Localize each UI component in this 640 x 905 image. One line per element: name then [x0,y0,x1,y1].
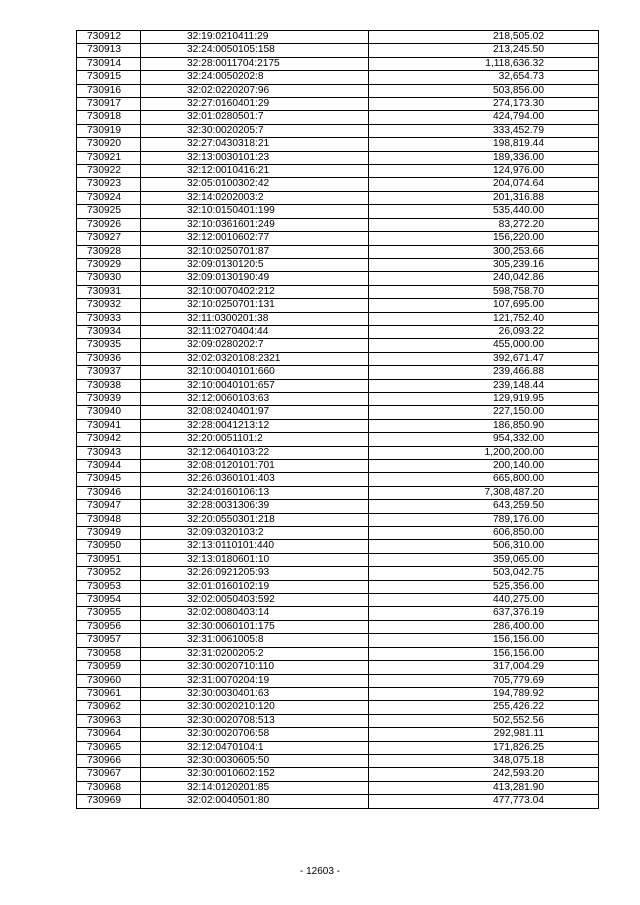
record-number-cell: 730924 [77,191,141,204]
amount-cell: 606,850.00 [369,527,599,540]
table-row [77,339,599,352]
amount-cell: 218,505.02 [369,31,599,44]
cadastral-number-cell: 32:11:0300201:38 [141,312,369,325]
record-number-cell: 730936 [77,352,141,365]
table-row [77,232,599,245]
cadastral-number-cell: 32:11:0270404:44 [141,325,369,338]
table-row [77,620,599,633]
record-number-cell: 730945 [77,473,141,486]
record-number-cell: 730955 [77,607,141,620]
amount-cell: 189,336.00 [369,151,599,164]
amount-cell: 477,773.04 [369,795,599,808]
table-row [77,433,599,446]
record-number-cell: 730942 [77,433,141,446]
cadastral-number-cell: 32:30:0020708:513 [141,714,369,727]
amount-cell: 440,275.00 [369,594,599,607]
table-row [77,634,599,647]
record-number-cell: 730918 [77,111,141,124]
record-number-cell: 730947 [77,500,141,513]
record-number-cell: 730937 [77,366,141,379]
cadastral-number-cell: 32:12:0010602:77 [141,232,369,245]
amount-cell: 643,259.50 [369,500,599,513]
amount-cell: 194,789.92 [369,687,599,700]
cadastral-number-cell: 32:12:0470104:1 [141,741,369,754]
record-number-cell: 730938 [77,379,141,392]
table-row [77,460,599,473]
record-number-cell: 730959 [77,661,141,674]
record-number-cell: 730920 [77,138,141,151]
cadastral-number-cell: 32:10:0040101:660 [141,366,369,379]
record-number-cell: 730951 [77,553,141,566]
amount-cell: 503,042.75 [369,567,599,580]
table-row [77,218,599,231]
amount-cell: 665,800.00 [369,473,599,486]
table-row [77,580,599,593]
table-row [77,245,599,258]
record-number-cell: 730913 [77,44,141,57]
amount-cell: 392,671.47 [369,352,599,365]
cadastral-number-cell: 32:08:0120101:701 [141,460,369,473]
amount-cell: 317,004.29 [369,661,599,674]
record-number-cell: 730941 [77,419,141,432]
record-number-cell: 730917 [77,98,141,111]
cadastral-number-cell: 32:13:0110101:440 [141,540,369,553]
cadastral-number-cell: 32:31:0200205:2 [141,647,369,660]
cadastral-number-cell: 32:02:0080403:14 [141,607,369,620]
table-row [77,553,599,566]
amount-cell: 359,065.00 [369,553,599,566]
cadastral-number-cell: 32:09:0130120:5 [141,258,369,271]
cadastral-number-cell: 32:24:0160106:13 [141,486,369,499]
table-row [77,165,599,178]
table-row [77,754,599,767]
cadastral-number-cell: 32:12:0060103:63 [141,392,369,405]
record-number-cell: 730954 [77,594,141,607]
table-row [77,594,599,607]
record-number-cell: 730962 [77,701,141,714]
table-row [77,728,599,741]
amount-cell: 455,000.00 [369,339,599,352]
table-row [77,124,599,137]
amount-cell: 292,981.11 [369,728,599,741]
cadastral-number-cell: 32:20:0550301:218 [141,513,369,526]
record-number-cell: 730964 [77,728,141,741]
record-number-cell: 730967 [77,768,141,781]
table-row [77,379,599,392]
amount-cell: 525,356.00 [369,580,599,593]
cadastral-number-cell: 32:27:0430318:21 [141,138,369,151]
table-row [77,527,599,540]
amount-cell: 186,850.90 [369,419,599,432]
cadastral-number-cell: 32:30:0020210:120 [141,701,369,714]
table-row [77,500,599,513]
amount-cell: 198,819.44 [369,138,599,151]
record-number-cell: 730932 [77,299,141,312]
amount-cell: 204,074.64 [369,178,599,191]
record-number-cell: 730968 [77,781,141,794]
cadastral-number-cell: 32:13:0180601:10 [141,553,369,566]
amount-cell: 239,148.44 [369,379,599,392]
amount-cell: 333,452.79 [369,124,599,137]
table-row [77,299,599,312]
record-number-cell: 730930 [77,272,141,285]
amount-cell: 83,272.20 [369,218,599,231]
table-row [77,312,599,325]
amount-cell: 156,156.00 [369,634,599,647]
record-number-cell: 730926 [77,218,141,231]
cadastral-number-cell: 32:30:0020706:58 [141,728,369,741]
record-number-cell: 730925 [77,205,141,218]
table-row [77,138,599,151]
amount-cell: 156,156.00 [369,647,599,660]
table-row [77,781,599,794]
cadastral-number-cell: 32:12:0640103:22 [141,446,369,459]
record-number-cell: 730927 [77,232,141,245]
cadastral-number-cell: 32:28:0041213:12 [141,419,369,432]
table-row [77,98,599,111]
cadastral-number-cell: 32:26:0921205:93 [141,567,369,580]
cadastral-number-cell: 32:10:0250701:87 [141,245,369,258]
record-number-cell: 730928 [77,245,141,258]
amount-cell: 413,281.90 [369,781,599,794]
record-number-cell: 730963 [77,714,141,727]
table-row [77,607,599,620]
table-row [77,795,599,808]
table-row [77,446,599,459]
amount-cell: 213,245.50 [369,44,599,57]
amount-cell: 26,093.22 [369,325,599,338]
cadastral-number-cell: 32:02:0220207:96 [141,84,369,97]
cadastral-number-cell: 32:02:0050403:592 [141,594,369,607]
cadastral-number-cell: 32:09:0320103:2 [141,527,369,540]
cadastral-number-cell: 32:13:0030101:23 [141,151,369,164]
cadastral-number-cell: 32:02:0040501:80 [141,795,369,808]
cadastral-number-cell: 32:28:0031306:39 [141,500,369,513]
record-number-cell: 730960 [77,674,141,687]
data-table [76,30,599,809]
table-row [77,567,599,580]
table-row [77,366,599,379]
table-row [77,647,599,660]
cadastral-number-cell: 32:09:0280202:7 [141,339,369,352]
cadastral-number-cell: 32:20:0051101:2 [141,433,369,446]
cadastral-number-cell: 32:27:0160401:29 [141,98,369,111]
table-row [77,285,599,298]
table-row [77,674,599,687]
amount-cell: 240,042.86 [369,272,599,285]
cadastral-number-cell: 32:30:0060101:175 [141,620,369,633]
amount-cell: 424,794.00 [369,111,599,124]
record-number-cell: 730953 [77,580,141,593]
table-row [77,151,599,164]
amount-cell: 506,310.00 [369,540,599,553]
amount-cell: 502,552.56 [369,714,599,727]
cadastral-number-cell: 32:30:0030401:63 [141,687,369,700]
record-number-cell: 730949 [77,527,141,540]
amount-cell: 200,140.00 [369,460,599,473]
amount-cell: 201,316.88 [369,191,599,204]
cadastral-number-cell: 32:10:0150401:199 [141,205,369,218]
record-number-cell: 730950 [77,540,141,553]
table-row [77,84,599,97]
record-number-cell: 730957 [77,634,141,647]
record-number-cell: 730958 [77,647,141,660]
cadastral-number-cell: 32:10:0361601:249 [141,218,369,231]
amount-cell: 156,220.00 [369,232,599,245]
page-number: - 12603 - [299,866,341,877]
record-number-cell: 730961 [77,687,141,700]
record-number-cell: 730952 [77,567,141,580]
record-number-cell: 730956 [77,620,141,633]
amount-cell: 171,826.25 [369,741,599,754]
table-row [77,661,599,674]
table-row [77,325,599,338]
amount-cell: 32,654.73 [369,71,599,84]
cadastral-number-cell: 32:14:0202003:2 [141,191,369,204]
cadastral-number-cell: 32:24:0050202:8 [141,71,369,84]
cadastral-number-cell: 32:12:0010416:21 [141,165,369,178]
record-number-cell: 730935 [77,339,141,352]
table-row [77,191,599,204]
record-number-cell: 730933 [77,312,141,325]
table-row [77,540,599,553]
amount-cell: 598,758.70 [369,285,599,298]
record-number-cell: 730969 [77,795,141,808]
table-row [77,714,599,727]
cadastral-number-cell: 32:10:0040101:657 [141,379,369,392]
cadastral-number-cell: 32:28:0011704:2175 [141,57,369,70]
cadastral-number-cell: 32:31:0070204:19 [141,674,369,687]
table-row [77,687,599,700]
amount-cell: 227,150.00 [369,406,599,419]
amount-cell: 242,593.20 [369,768,599,781]
amount-cell: 789,176.00 [369,513,599,526]
record-number-cell: 730934 [77,325,141,338]
record-number-cell: 730912 [77,31,141,44]
record-number-cell: 730943 [77,446,141,459]
record-number-cell: 730922 [77,165,141,178]
record-number-cell: 730923 [77,178,141,191]
table-row [77,205,599,218]
record-number-cell: 730965 [77,741,141,754]
record-number-cell: 730939 [77,392,141,405]
record-number-cell: 730915 [77,71,141,84]
cadastral-number-cell: 32:31:0061005:8 [141,634,369,647]
record-number-cell: 730916 [77,84,141,97]
record-number-cell: 730966 [77,754,141,767]
table-row [77,768,599,781]
record-number-cell: 730914 [77,57,141,70]
record-number-cell: 730921 [77,151,141,164]
cadastral-number-cell: 32:10:0070402:212 [141,285,369,298]
amount-cell: 300,253.66 [369,245,599,258]
table-row [77,513,599,526]
cadastral-number-cell: 32:09:0130190:49 [141,272,369,285]
amount-cell: 255,426.22 [369,701,599,714]
table-row [77,272,599,285]
table-row [77,406,599,419]
cadastral-number-cell: 32:30:0020205:7 [141,124,369,137]
table-row [77,352,599,365]
amount-cell: 1,118,636.32 [369,57,599,70]
amount-cell: 239,466.88 [369,366,599,379]
table-row [77,258,599,271]
table-row [77,178,599,191]
cadastral-number-cell: 32:02:0320108:2321 [141,352,369,365]
cadastral-number-cell: 32:01:0280501:7 [141,111,369,124]
table-row [77,741,599,754]
record-number-cell: 730946 [77,486,141,499]
amount-cell: 124,976.00 [369,165,599,178]
amount-cell: 121,752.40 [369,312,599,325]
amount-cell: 286,400.00 [369,620,599,633]
record-number-cell: 730940 [77,406,141,419]
cadastral-number-cell: 32:08:0240401:97 [141,406,369,419]
table-row [77,111,599,124]
amount-cell: 1,200,200.00 [369,446,599,459]
table-row [77,392,599,405]
cadastral-number-cell: 32:01:0160102:19 [141,580,369,593]
cadastral-number-cell: 32:05:0100302:42 [141,178,369,191]
cadastral-number-cell: 32:14:0120201:85 [141,781,369,794]
cadastral-number-cell: 32:30:0030605:50 [141,754,369,767]
amount-cell: 7,308,487.20 [369,486,599,499]
amount-cell: 348,075.18 [369,754,599,767]
amount-cell: 107,695.00 [369,299,599,312]
table-row [77,57,599,70]
amount-cell: 503,856.00 [369,84,599,97]
cadastral-number-cell: 32:24:0050105:158 [141,44,369,57]
table-row [77,486,599,499]
table-row [77,473,599,486]
amount-cell: 129,919.95 [369,392,599,405]
amount-cell: 705,779.69 [369,674,599,687]
record-number-cell: 730929 [77,258,141,271]
record-number-cell: 730919 [77,124,141,137]
amount-cell: 535,440.00 [369,205,599,218]
amount-cell: 637,376.19 [369,607,599,620]
cadastral-number-cell: 32:30:0010602:152 [141,768,369,781]
cadastral-number-cell: 32:26:0360101:403 [141,473,369,486]
record-number-cell: 730931 [77,285,141,298]
table-row [77,71,599,84]
cadastral-number-cell: 32:30:0020710:110 [141,661,369,674]
record-number-cell: 730944 [77,460,141,473]
table-body [77,31,599,809]
record-number-cell: 730948 [77,513,141,526]
cadastral-number-cell: 32:19:0210411:29 [141,31,369,44]
table-row [77,44,599,57]
cadastral-number-cell: 32:10:0250701:131 [141,299,369,312]
table-row [77,31,599,44]
amount-cell: 305,239.16 [369,258,599,271]
amount-cell: 954,332.00 [369,433,599,446]
amount-cell: 274,173.30 [369,98,599,111]
table-row [77,701,599,714]
table-row [77,419,599,432]
